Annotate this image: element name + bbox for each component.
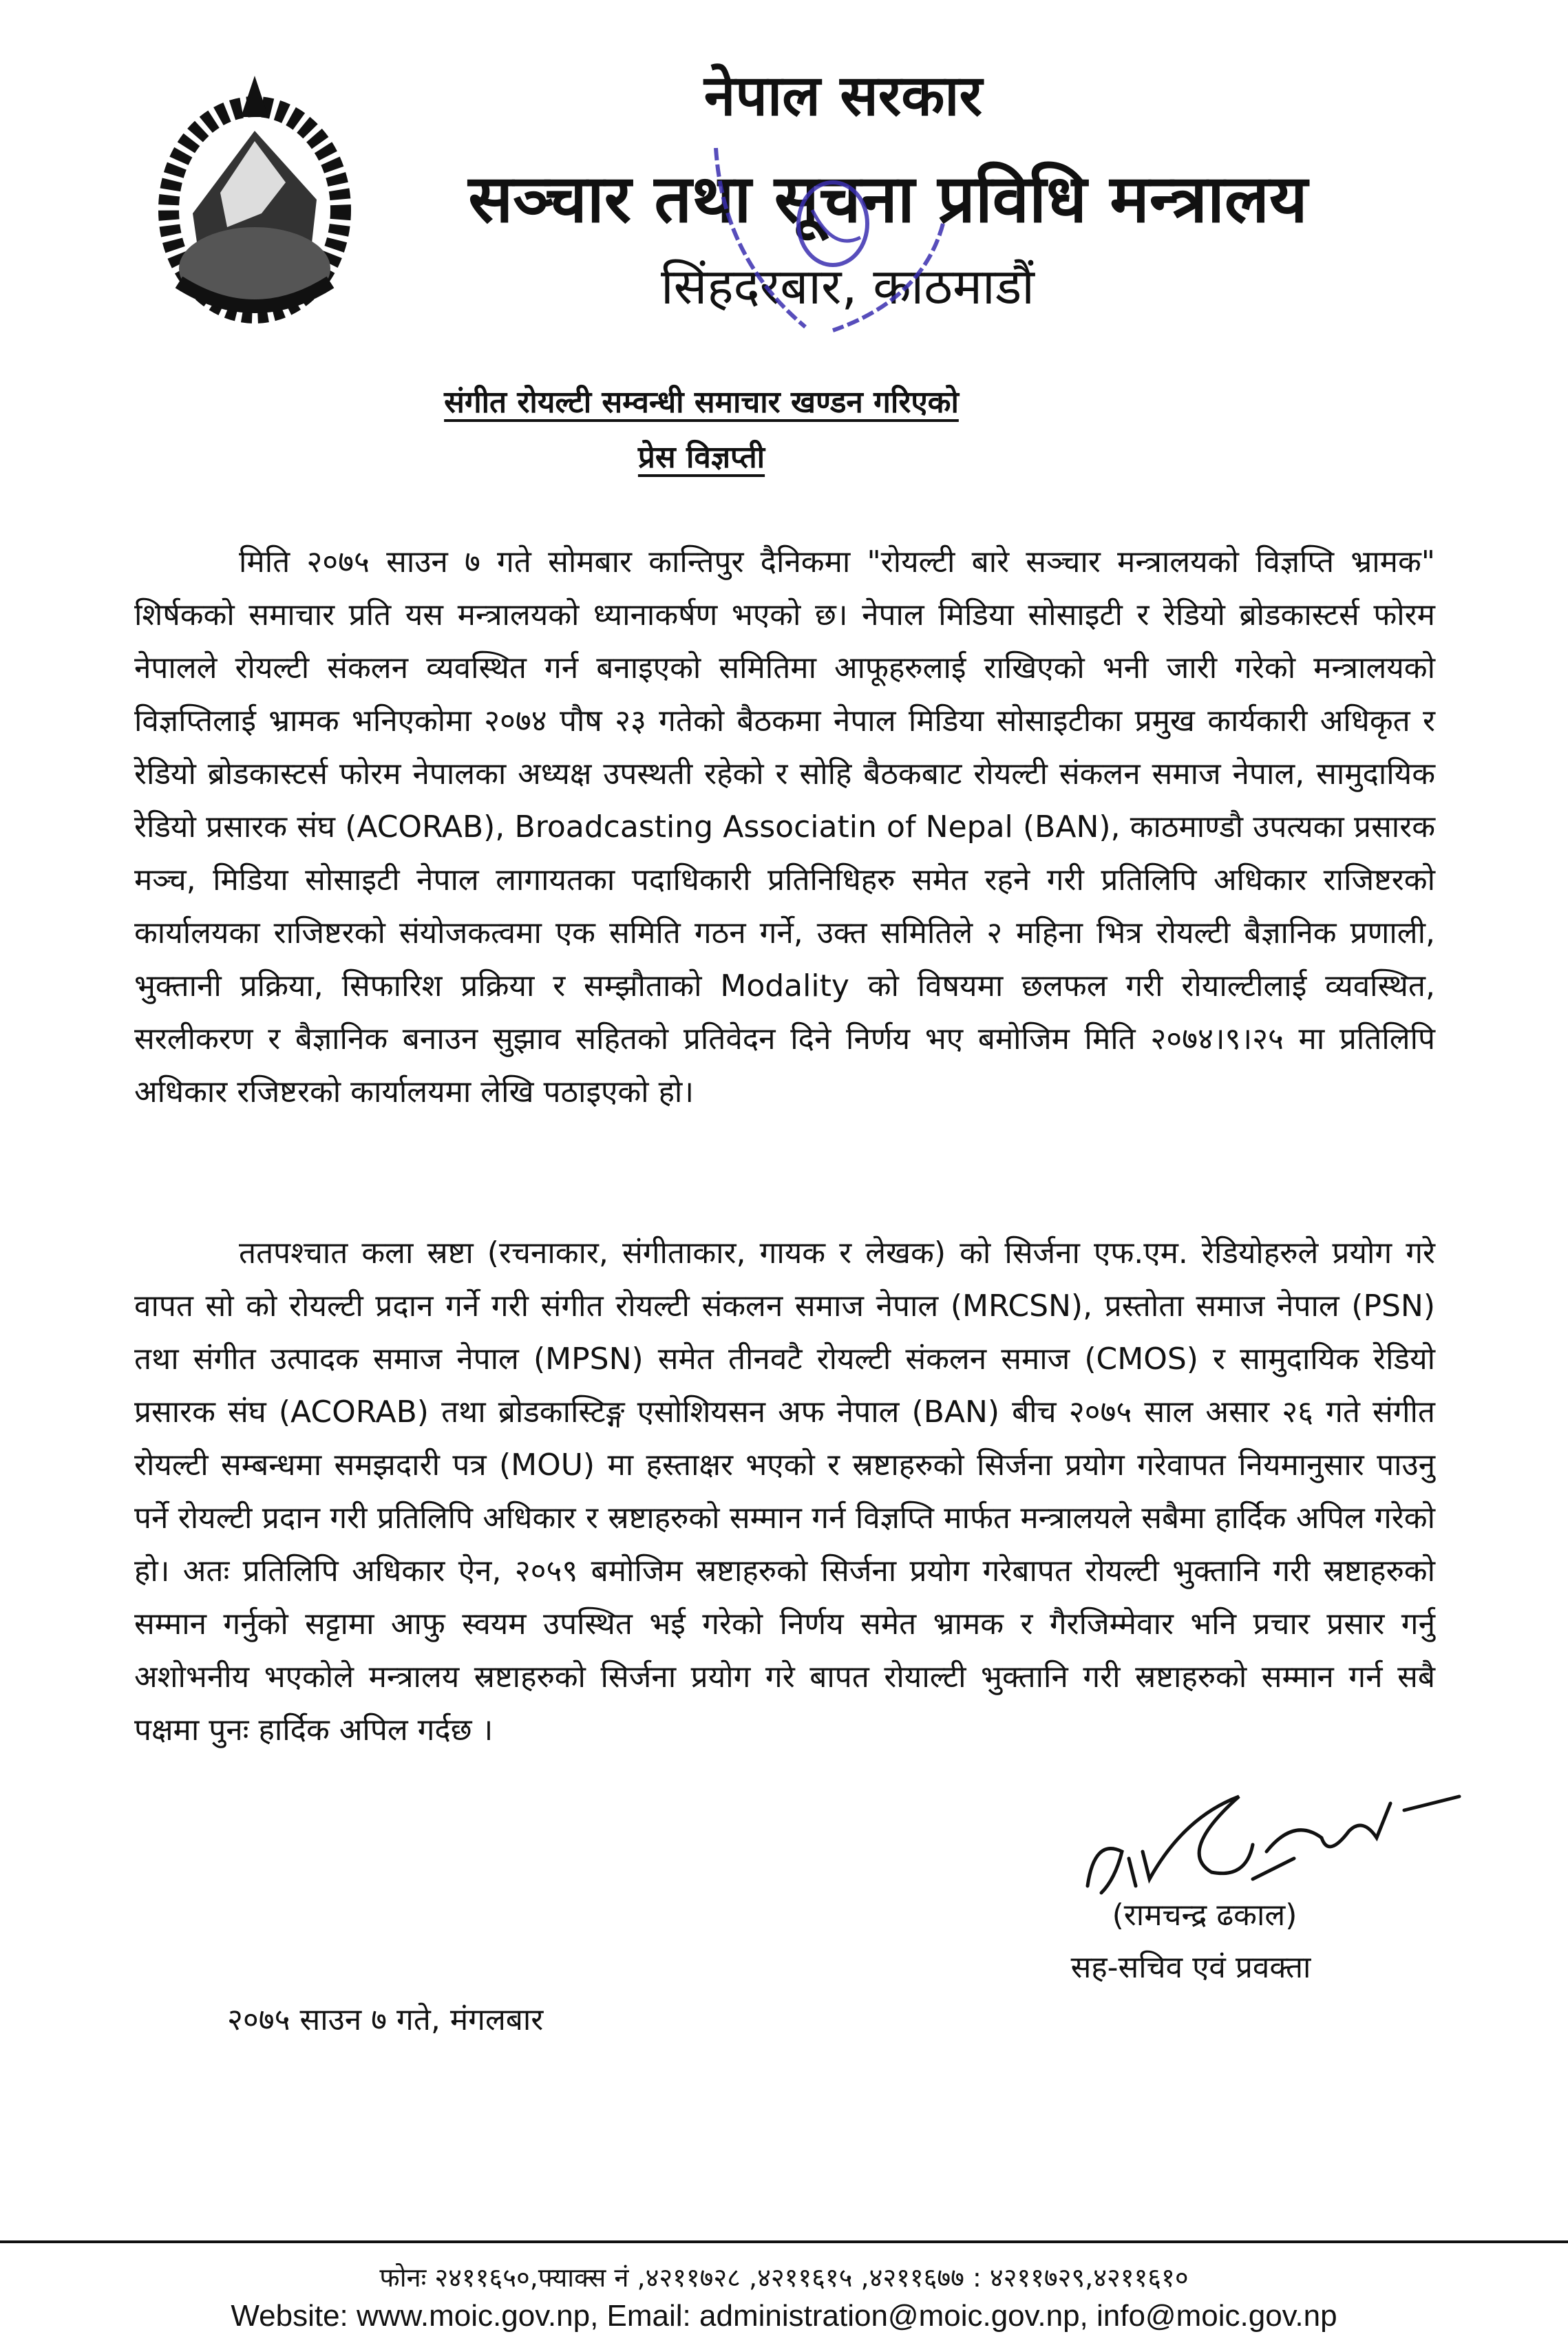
body-paragraph-2: ततपश्चात कला स्रष्टा (रचनाकार, संगीताकार, गायक र लेखक) को सिर्जना एफ.एम. रेडियोहरुले प्रयोग गरे वापत सो को रोयल्टी प्रदान गर्ने गरी संगीत रोयल्टी संकलन समाज नेपाल (MRCSN), प्रस्तोता समाज नेपाल (PSN) तथा संगीत उत्पादक समाज नेपाल (MPSN) समेत तीनवटै रोयल्टी संकलन समाज (CMOS) र सामुदायिक रेडियो प्रसारक संघ (ACORAB) तथा ब्रोडकास्टिङ्ग एसोशियसन अफ नेपाल (BAN) बीच २०७५ साल असार २६ गते संगीत रोयल्टी सम्बन्धमा समझदारी पत्र (MOU) मा हस्ताक्षर भएको र स्रष्टाहरुको सिर्जना प्रयोग गरेवापत नियमानुसार पाउनु पर्ने रोयल्टी प्रदान गरी प्रतिलिपि अधिकार र स्रष्टाहरुको सम्मान गर्न विज्ञप्ति मार्फत मन्त्रालयले सबैमा हार्दिक अपिल गरेको हो। अतः प्रतिलिपि अधिकार ऐन, २०५९ बमोजिम स्रष्टाहरुको सिर्जना प्रयोग गरेबापत रोयल्टी भुक्तानि गरी स्रष्टाहरुको सम्मान गर्नुको सट्टामा आफु स्वयम उपस्थित भई गरेको निर्णय समेत भ्रामक र गैरजिम्मेवार भनि प्रचार प्रसार गर्नु अशोभनीय भएकोले मन्त्रालय स्रष्टाहरुको सिर्जना प्रयोग गरे बापत रोयाल्टी भुक्तानि गरी स्रष्टाहरुको सम्मान गर्न सबै पक्षमा पुनः हार्दिक अपिल गर्दछ ।	[134, 1236, 1435, 1748]
ministry-title: सञ्चार तथा सूचना प्रविधि मन्त्रालय	[468, 160, 1308, 237]
signatory-position: सह-सचिव एवं प्रवक्ता	[1070, 1950, 1311, 1985]
signatory-name: (रामचन्द्र ढकाल)	[1112, 1898, 1297, 1933]
body-paragraph-1: मिति २०७५ साउन ७ गते सोमबार कान्तिपुर दैनिकमा "रोयल्टी बारे सञ्चार मन्त्रालयको विज्ञप्ति भ्रामक" शिर्षकको समाचार प्रति यस मन्त्रालयको ध्यानाकर्षण भएको छ। नेपाल मिडिया सोसाइटी र रेडियो ब्रोडकास्टर्स फोरम नेपालले रोयल्टी संकलन व्यवस्थित गर्न बनाइएको समितिमा आफूहरुलाई राखिएको भनी जारी गरेको मन्त्रालयको विज्ञप्तिलाई भ्रामक भनिएकोमा २०७४ पौष २३ गतेको बैठकमा नेपाल मिडिया सोसाइटीका प्रमुख कार्यकारी अधिकृत र रेडियो ब्रोडकास्टर्स फोरम नेपालका अध्यक्ष उपस्थती रहेको र सोहि बैठकबाट रोयल्टी संकलन समाज नेपाल, सामुदायिक रेडियो प्रसारक संघ (ACORAB), Broadcasting Associatin of Nepal (BAN), काठमाण्डौ उपत्यका प्रसारक मञ्च, मिडिया सोसाइटी नेपाल लागायतका पदाधिकारी प्रतिनिधिहरु समेत रहने गरी प्रतिलिपि अधिकार राजिष्टरको कार्यालयका राजिष्टरको संयोजकत्वमा एक समिति गठन गर्ने, उक्त समितिले २ महिना भित्र रोयल्टी बैज्ञानिक प्रणाली, भुक्तानी प्रक्रिया, सिफारिश प्रक्रिया र सम्झौताको Modality को विषयमा छलफल गरी रोयाल्टीलाई व्यवस्थित, सरलीकरण र बैज्ञानिक बनाउन सुझाव सहितको प्रतिवेदन दिने निर्णय भए बमोजिम मिति २०७४।९।२५ मा प्रतिलिपि अधिकार रजिष्टरको कार्यालयमा लेखि पठाइएको हो।	[134, 544, 1435, 1110]
document-type-heading	[0, 435, 1485, 476]
document-date: २०७५ साउन ७ गते, मंगलबार	[227, 2002, 544, 2037]
handwritten-signature	[1074, 1776, 1473, 1907]
government-title: नेपाल सरकार	[703, 63, 983, 129]
ministry-address: सिंहदरबार, काठमाडौं	[661, 257, 1035, 315]
nepal-emblem-logo	[138, 55, 372, 327]
footer-divider	[0, 2240, 1568, 2243]
footer-phone: फोनः २४११६५०,फ्याक्स नं ,४२११७२८ ,४२११६१५ ,४२११६७७ : ४२११७२९,४२११६१०	[379, 2262, 1189, 2293]
official-stamp	[695, 134, 984, 341]
footer-web-email: Website: www.moic.gov.np, Email: administration@moic.gov.np, info@moic.gov.np	[231, 2299, 1337, 2333]
document-type-text: प्रेस विज्ञप्ती	[637, 440, 765, 475]
subject-heading	[0, 380, 1485, 421]
subject-text: संगीत रोयल्टी सम्वन्धी समाचार खण्डन गरिएको	[444, 385, 959, 420]
